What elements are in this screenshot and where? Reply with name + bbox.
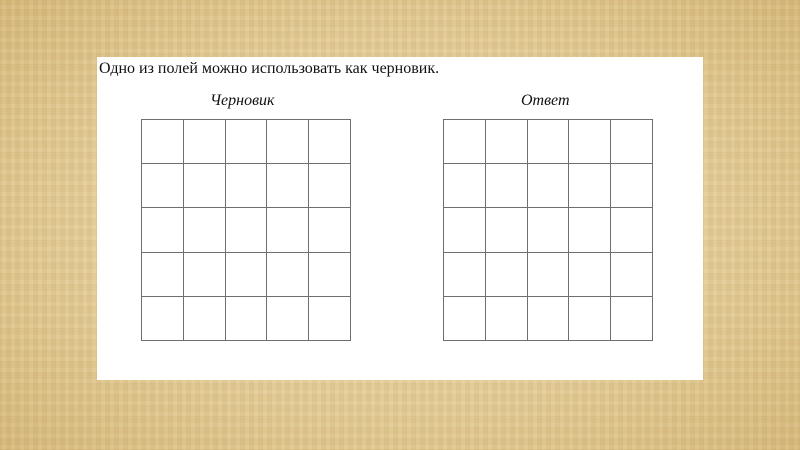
task-sheet — [97, 57, 703, 380]
draft-grid-cell[interactable] — [267, 253, 309, 297]
answer-grid-cell[interactable] — [486, 297, 528, 341]
answer-grid-cell[interactable] — [444, 253, 486, 297]
answer-grid-cell[interactable] — [611, 208, 653, 252]
answer-grid-cell[interactable] — [444, 208, 486, 252]
answer-grid-cell[interactable] — [569, 297, 611, 341]
answer-grid-cell[interactable] — [611, 120, 653, 164]
draft-grid-cell[interactable] — [267, 297, 309, 341]
draft-grid-cell[interactable] — [267, 120, 309, 164]
answer-grid-cell[interactable] — [528, 120, 570, 164]
answer-grid-cell[interactable] — [611, 297, 653, 341]
draft-grid-cell[interactable] — [309, 253, 351, 297]
answer-grid-cell[interactable] — [444, 297, 486, 341]
draft-grid-cell[interactable] — [226, 164, 268, 208]
draft-grid-cell[interactable] — [142, 253, 184, 297]
answer-grid-cell[interactable] — [569, 120, 611, 164]
draft-grid-cell[interactable] — [309, 208, 351, 252]
answer-grid-cell[interactable] — [444, 164, 486, 208]
draft-grid — [141, 119, 351, 341]
draft-grid-cell[interactable] — [226, 253, 268, 297]
draft-grid-cell[interactable] — [309, 297, 351, 341]
answer-grid-cell[interactable] — [444, 120, 486, 164]
draft-grid-cell[interactable] — [226, 208, 268, 252]
draft-grid-cell[interactable] — [184, 253, 226, 297]
answer-grid-cell[interactable] — [486, 164, 528, 208]
answer-grid — [443, 119, 653, 341]
draft-grid-cell[interactable] — [267, 164, 309, 208]
draft-grid-cell[interactable] — [142, 297, 184, 341]
answer-grid-cell[interactable] — [528, 164, 570, 208]
answer-grid-cell[interactable] — [569, 253, 611, 297]
task-instruction: Одно из полей можно использовать как черновик. — [99, 60, 440, 77]
draft-grid-cell[interactable] — [309, 120, 351, 164]
answer-field-caption: Ответ — [521, 92, 570, 109]
draft-grid-cell[interactable] — [142, 164, 184, 208]
answer-grid-cell[interactable] — [528, 297, 570, 341]
draft-grid-cell[interactable] — [184, 208, 226, 252]
answer-grid-cell[interactable] — [611, 253, 653, 297]
answer-grid-cell[interactable] — [486, 253, 528, 297]
draft-grid-cell[interactable] — [309, 164, 351, 208]
answer-grid-cell[interactable] — [528, 253, 570, 297]
draft-grid-cell[interactable] — [142, 120, 184, 164]
answer-grid-cell[interactable] — [486, 208, 528, 252]
draft-grid-cell[interactable] — [226, 297, 268, 341]
draft-grid-cell[interactable] — [267, 208, 309, 252]
draft-grid-cell[interactable] — [226, 120, 268, 164]
draft-grid-cell[interactable] — [184, 297, 226, 341]
answer-grid-cell[interactable] — [486, 120, 528, 164]
draft-grid-cell[interactable] — [142, 208, 184, 252]
draft-grid-cell[interactable] — [184, 120, 226, 164]
draft-grid-cell[interactable] — [184, 164, 226, 208]
draft-field-caption: Черновик — [210, 92, 275, 109]
answer-grid-cell[interactable] — [611, 164, 653, 208]
answer-grid-cell[interactable] — [569, 208, 611, 252]
answer-grid-cell[interactable] — [569, 164, 611, 208]
answer-grid-cell[interactable] — [528, 208, 570, 252]
